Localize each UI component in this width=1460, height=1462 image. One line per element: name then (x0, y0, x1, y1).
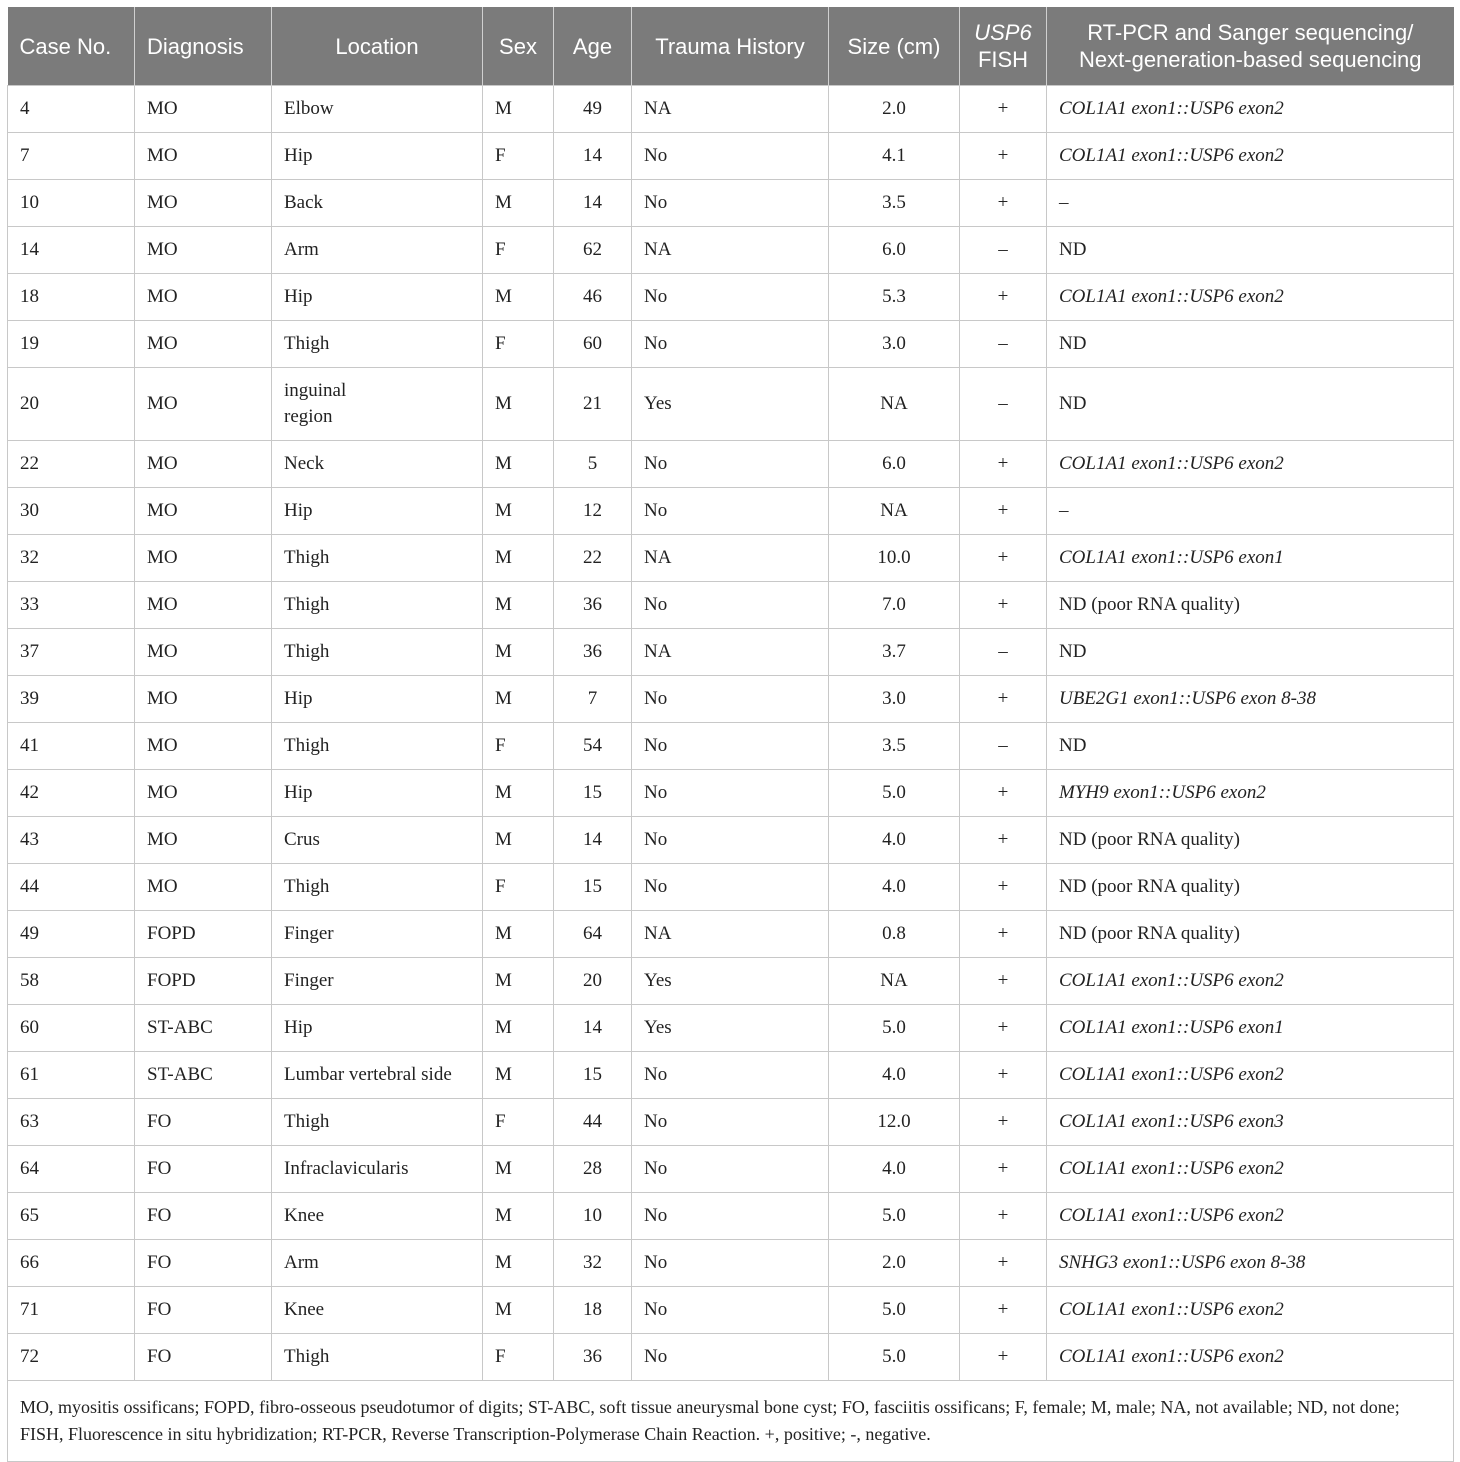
cell-case-no: 42 (8, 770, 135, 817)
cell-location: Hip (272, 676, 483, 723)
header-diagnosis: Diagnosis (135, 7, 272, 86)
cell-sex: M (483, 1146, 554, 1193)
cell-case-no: 43 (8, 817, 135, 864)
cell-age: 15 (554, 770, 632, 817)
cell-sequencing: COL1A1 exon1::USP6 exon2 (1047, 274, 1454, 321)
cell-case-no: 65 (8, 1193, 135, 1240)
cell-age: 46 (554, 274, 632, 321)
table-row (8, 1240, 1454, 1287)
table-footnote: MO, myositis ossificans; FOPD, fibro-osseous pseudotumor of digits; ST-ABC, soft tissue aneurysmal bone cyst; FO, fasciitis ossificans; F, female; M, male; NA, not available; ND, not done; FISH, Fluorescence in situ hybridization; RT-PCR, Reverse Transcription-Polymerase Chain Reaction. +, positive; -, negative. (8, 1381, 1454, 1462)
header-sequencing-line1: RT-PCR and Sanger sequencing/ (1087, 20, 1414, 45)
cell-case-no: 66 (8, 1240, 135, 1287)
header-fish-gene: USP6 (974, 20, 1032, 45)
cell-location: Back (272, 180, 483, 227)
cell-age: 22 (554, 535, 632, 582)
cell-age: 12 (554, 488, 632, 535)
cell-usp6-fish: + (960, 488, 1047, 535)
cell-sex: M (483, 817, 554, 864)
cell-age: 60 (554, 321, 632, 368)
cell-size: 4.0 (829, 817, 960, 864)
cell-sex: M (483, 441, 554, 488)
cell-trauma-history: Yes (632, 958, 829, 1005)
cell-diagnosis: FOPD (135, 958, 272, 1005)
cell-sex: M (483, 629, 554, 676)
cell-sequencing: – (1047, 488, 1454, 535)
cell-size: 3.0 (829, 676, 960, 723)
cell-diagnosis: MO (135, 227, 272, 274)
cell-location: Thigh (272, 1099, 483, 1146)
cell-sequencing: COL1A1 exon1::USP6 exon2 (1047, 1334, 1454, 1381)
table-row (8, 1052, 1454, 1099)
cell-sex: F (483, 1334, 554, 1381)
cell-sequencing: COL1A1 exon1::USP6 exon2 (1047, 1193, 1454, 1240)
cell-sex: M (483, 488, 554, 535)
cell-sequencing: COL1A1 exon1::USP6 exon1 (1047, 535, 1454, 582)
cell-sex: M (483, 1005, 554, 1052)
table-row (8, 1146, 1454, 1193)
cell-case-no: 4 (8, 86, 135, 133)
cell-trauma-history: No (632, 676, 829, 723)
cell-age: 15 (554, 1052, 632, 1099)
cell-sex: M (483, 274, 554, 321)
cell-sequencing: MYH9 exon1::USP6 exon2 (1047, 770, 1454, 817)
cell-usp6-fish: + (960, 958, 1047, 1005)
cell-location: Knee (272, 1287, 483, 1334)
cell-location: Lumbar vertebral side (272, 1052, 483, 1099)
cell-sequencing: ND (poor RNA quality) (1047, 817, 1454, 864)
cell-sequencing: ND (1047, 368, 1454, 441)
cell-trauma-history: No (632, 1193, 829, 1240)
cell-size: 5.0 (829, 1334, 960, 1381)
cell-usp6-fish: + (960, 1005, 1047, 1052)
cell-case-no: 64 (8, 1146, 135, 1193)
cell-diagnosis: ST-ABC (135, 1052, 272, 1099)
cell-size: NA (829, 368, 960, 441)
cell-diagnosis: FO (135, 1193, 272, 1240)
cell-size: 12.0 (829, 1099, 960, 1146)
cell-usp6-fish: + (960, 1146, 1047, 1193)
cell-usp6-fish: + (960, 1052, 1047, 1099)
cell-case-no: 32 (8, 535, 135, 582)
cell-trauma-history: No (632, 817, 829, 864)
cell-age: 14 (554, 133, 632, 180)
cell-case-no: 60 (8, 1005, 135, 1052)
cell-sex: M (483, 180, 554, 227)
cell-trauma-history: No (632, 582, 829, 629)
cell-case-no: 37 (8, 629, 135, 676)
cell-usp6-fish: + (960, 1287, 1047, 1334)
cell-trauma-history: NA (632, 629, 829, 676)
cell-usp6-fish: + (960, 864, 1047, 911)
table-row (8, 1334, 1454, 1381)
cell-case-no: 72 (8, 1334, 135, 1381)
cell-trauma-history: No (632, 1240, 829, 1287)
cell-usp6-fish: – (960, 629, 1047, 676)
cell-size: 5.3 (829, 274, 960, 321)
cell-usp6-fish: + (960, 180, 1047, 227)
cell-usp6-fish: + (960, 133, 1047, 180)
cell-trauma-history: No (632, 1334, 829, 1381)
cell-diagnosis: FO (135, 1240, 272, 1287)
cell-diagnosis: MO (135, 488, 272, 535)
cell-sequencing: COL1A1 exon1::USP6 exon2 (1047, 1052, 1454, 1099)
table-row (8, 676, 1454, 723)
cell-diagnosis: MO (135, 770, 272, 817)
cell-sex: F (483, 864, 554, 911)
cell-diagnosis: MO (135, 441, 272, 488)
cell-size: 10.0 (829, 535, 960, 582)
cell-usp6-fish: – (960, 723, 1047, 770)
table-row (8, 629, 1454, 676)
table-row (8, 133, 1454, 180)
cell-location: Hip (272, 274, 483, 321)
cell-age: 10 (554, 1193, 632, 1240)
cell-usp6-fish: + (960, 817, 1047, 864)
cell-trauma-history: No (632, 274, 829, 321)
cell-usp6-fish: + (960, 676, 1047, 723)
table-row (8, 817, 1454, 864)
cell-location: Finger (272, 958, 483, 1005)
cell-diagnosis: FO (135, 1334, 272, 1381)
cell-age: 20 (554, 958, 632, 1005)
cell-location: Hip (272, 770, 483, 817)
cell-size: 0.8 (829, 911, 960, 958)
cell-trauma-history: No (632, 723, 829, 770)
cell-size: 5.0 (829, 1287, 960, 1334)
cell-sequencing: COL1A1 exon1::USP6 exon2 (1047, 1287, 1454, 1334)
cell-size: 6.0 (829, 227, 960, 274)
cell-age: 15 (554, 864, 632, 911)
cell-sex: M (483, 958, 554, 1005)
cell-sex: F (483, 133, 554, 180)
header-sequencing (1047, 7, 1454, 86)
table-row (8, 1193, 1454, 1240)
cell-diagnosis: MO (135, 864, 272, 911)
table-row (8, 535, 1454, 582)
cell-location: Hip (272, 133, 483, 180)
cell-location: Thigh (272, 321, 483, 368)
cell-age: 64 (554, 911, 632, 958)
case-table (7, 7, 1454, 1462)
cell-case-no: 58 (8, 958, 135, 1005)
cell-usp6-fish: + (960, 1193, 1047, 1240)
cell-case-no: 41 (8, 723, 135, 770)
cell-size: 3.7 (829, 629, 960, 676)
cell-usp6-fish: + (960, 582, 1047, 629)
cell-age: 36 (554, 1334, 632, 1381)
cell-sequencing: COL1A1 exon1::USP6 exon2 (1047, 958, 1454, 1005)
cell-sequencing: UBE2G1 exon1::USP6 exon 8-38 (1047, 676, 1454, 723)
cell-diagnosis: MO (135, 723, 272, 770)
cell-trauma-history: No (632, 488, 829, 535)
cell-trauma-history: NA (632, 911, 829, 958)
cell-location: Thigh (272, 1334, 483, 1381)
cell-trauma-history: Yes (632, 1005, 829, 1052)
cell-usp6-fish: + (960, 441, 1047, 488)
cell-sequencing: COL1A1 exon1::USP6 exon1 (1047, 1005, 1454, 1052)
cell-case-no: 71 (8, 1287, 135, 1334)
cell-sex: M (483, 535, 554, 582)
header-sequencing-line2: Next-generation-based sequencing (1079, 47, 1422, 72)
cell-age: 54 (554, 723, 632, 770)
cell-case-no: 63 (8, 1099, 135, 1146)
cell-location: Finger (272, 911, 483, 958)
cell-age: 49 (554, 86, 632, 133)
cell-diagnosis: MO (135, 133, 272, 180)
cell-sex: M (483, 1052, 554, 1099)
cell-size: 4.0 (829, 864, 960, 911)
cell-age: 21 (554, 368, 632, 441)
table-row (8, 488, 1454, 535)
cell-size: 2.0 (829, 86, 960, 133)
cell-diagnosis: MO (135, 321, 272, 368)
cell-age: 14 (554, 1005, 632, 1052)
cell-case-no: 33 (8, 582, 135, 629)
cell-usp6-fish: + (960, 1240, 1047, 1287)
cell-usp6-fish: + (960, 535, 1047, 582)
cell-location: Hip (272, 1005, 483, 1052)
cell-case-no: 7 (8, 133, 135, 180)
cell-trauma-history: No (632, 1099, 829, 1146)
cell-trauma-history: No (632, 1146, 829, 1193)
cell-case-no: 39 (8, 676, 135, 723)
cell-location: Elbow (272, 86, 483, 133)
cell-trauma-history: No (632, 1287, 829, 1334)
header-row (8, 7, 1454, 86)
header-fish-label: FISH (977, 47, 1029, 72)
cell-diagnosis: FO (135, 1099, 272, 1146)
cell-size: 6.0 (829, 441, 960, 488)
cell-case-no: 61 (8, 1052, 135, 1099)
table-row (8, 1005, 1454, 1052)
table-row (8, 1099, 1454, 1146)
cell-size: 4.0 (829, 1052, 960, 1099)
cell-trauma-history: No (632, 864, 829, 911)
cell-age: 14 (554, 817, 632, 864)
cell-sex: M (483, 86, 554, 133)
cell-age: 32 (554, 1240, 632, 1287)
cell-sequencing: ND (1047, 321, 1454, 368)
cell-sex: M (483, 582, 554, 629)
cell-case-no: 22 (8, 441, 135, 488)
cell-sequencing: ND (poor RNA quality) (1047, 911, 1454, 958)
cell-location: inguinal region (272, 368, 483, 441)
cell-sex: M (483, 770, 554, 817)
cell-age: 44 (554, 1099, 632, 1146)
table-row (8, 227, 1454, 274)
cell-usp6-fish: + (960, 770, 1047, 817)
cell-diagnosis: MO (135, 676, 272, 723)
cell-diagnosis: FOPD (135, 911, 272, 958)
cell-sequencing: COL1A1 exon1::USP6 exon2 (1047, 441, 1454, 488)
cell-age: 14 (554, 180, 632, 227)
cell-size: 3.5 (829, 180, 960, 227)
cell-age: 28 (554, 1146, 632, 1193)
cell-sex: M (483, 368, 554, 441)
cell-size: 3.0 (829, 321, 960, 368)
cell-age: 36 (554, 582, 632, 629)
cell-location: Arm (272, 227, 483, 274)
cell-sex: M (483, 1287, 554, 1334)
table-row (8, 180, 1454, 227)
header-size: Size (cm) (829, 7, 960, 86)
cell-usp6-fish: + (960, 1099, 1047, 1146)
header-location: Location (272, 7, 483, 86)
table-container (7, 7, 1453, 1462)
cell-case-no: 44 (8, 864, 135, 911)
cell-location: Thigh (272, 723, 483, 770)
cell-trauma-history: No (632, 180, 829, 227)
table-row (8, 1287, 1454, 1334)
table-row (8, 911, 1454, 958)
cell-trauma-history: NA (632, 227, 829, 274)
cell-size: 4.1 (829, 133, 960, 180)
cell-case-no: 49 (8, 911, 135, 958)
cell-diagnosis: MO (135, 86, 272, 133)
cell-age: 36 (554, 629, 632, 676)
cell-location: Thigh (272, 864, 483, 911)
cell-sex: M (483, 1193, 554, 1240)
cell-size: 5.0 (829, 1193, 960, 1240)
table-row (8, 86, 1454, 133)
cell-trauma-history: NA (632, 535, 829, 582)
cell-usp6-fish: + (960, 1334, 1047, 1381)
cell-sequencing: SNHG3 exon1::USP6 exon 8-38 (1047, 1240, 1454, 1287)
cell-diagnosis: MO (135, 368, 272, 441)
cell-location: Arm (272, 1240, 483, 1287)
table-row (8, 582, 1454, 629)
table-row (8, 958, 1454, 1005)
cell-size: 4.0 (829, 1146, 960, 1193)
cell-diagnosis: ST-ABC (135, 1005, 272, 1052)
cell-diagnosis: MO (135, 817, 272, 864)
cell-sex: F (483, 321, 554, 368)
cell-sequencing: COL1A1 exon1::USP6 exon3 (1047, 1099, 1454, 1146)
cell-trauma-history: No (632, 1052, 829, 1099)
cell-sex: F (483, 227, 554, 274)
cell-usp6-fish: – (960, 321, 1047, 368)
cell-location: Thigh (272, 535, 483, 582)
table-row (8, 321, 1454, 368)
cell-trauma-history: NA (632, 86, 829, 133)
cell-usp6-fish: + (960, 911, 1047, 958)
cell-sequencing: COL1A1 exon1::USP6 exon2 (1047, 86, 1454, 133)
cell-trauma-history: No (632, 770, 829, 817)
table-row (8, 441, 1454, 488)
cell-age: 7 (554, 676, 632, 723)
cell-sex: F (483, 723, 554, 770)
cell-sex: M (483, 676, 554, 723)
cell-trauma-history: No (632, 321, 829, 368)
cell-sequencing: COL1A1 exon1::USP6 exon2 (1047, 133, 1454, 180)
cell-sequencing: COL1A1 exon1::USP6 exon2 (1047, 1146, 1454, 1193)
cell-sex: F (483, 1099, 554, 1146)
cell-diagnosis: FO (135, 1146, 272, 1193)
cell-size: 7.0 (829, 582, 960, 629)
header-age: Age (554, 7, 632, 86)
header-case-no: Case No. (8, 7, 135, 86)
cell-trauma-history: No (632, 133, 829, 180)
cell-size: 5.0 (829, 770, 960, 817)
cell-age: 62 (554, 227, 632, 274)
header-sex: Sex (483, 7, 554, 86)
cell-location: Neck (272, 441, 483, 488)
cell-sequencing: ND (poor RNA quality) (1047, 864, 1454, 911)
header-trauma-history: Trauma History (632, 7, 829, 86)
cell-case-no: 14 (8, 227, 135, 274)
table-body (8, 86, 1454, 1381)
cell-diagnosis: MO (135, 274, 272, 321)
cell-diagnosis: MO (135, 180, 272, 227)
cell-case-no: 30 (8, 488, 135, 535)
table-row (8, 770, 1454, 817)
cell-trauma-history: Yes (632, 368, 829, 441)
cell-case-no: 19 (8, 321, 135, 368)
cell-location: Knee (272, 1193, 483, 1240)
cell-sequencing: – (1047, 180, 1454, 227)
cell-case-no: 10 (8, 180, 135, 227)
cell-sequencing: ND (1047, 629, 1454, 676)
cell-diagnosis: MO (135, 535, 272, 582)
cell-case-no: 20 (8, 368, 135, 441)
cell-sex: M (483, 911, 554, 958)
footnote-row (8, 1381, 1454, 1462)
cell-size: 3.5 (829, 723, 960, 770)
header-usp6-fish (960, 7, 1047, 86)
table-row (8, 274, 1454, 321)
cell-usp6-fish: – (960, 227, 1047, 274)
cell-sequencing: ND (1047, 227, 1454, 274)
cell-usp6-fish: + (960, 86, 1047, 133)
cell-location: Infraclavicularis (272, 1146, 483, 1193)
table-row (8, 864, 1454, 911)
cell-location: Thigh (272, 629, 483, 676)
table-row (8, 368, 1454, 441)
cell-size: NA (829, 488, 960, 535)
cell-sequencing: ND (poor RNA quality) (1047, 582, 1454, 629)
cell-size: 2.0 (829, 1240, 960, 1287)
cell-usp6-fish: – (960, 368, 1047, 441)
cell-age: 18 (554, 1287, 632, 1334)
cell-diagnosis: FO (135, 1287, 272, 1334)
cell-usp6-fish: + (960, 274, 1047, 321)
cell-age: 5 (554, 441, 632, 488)
cell-location: Thigh (272, 582, 483, 629)
cell-location: Hip (272, 488, 483, 535)
cell-size: NA (829, 958, 960, 1005)
table-row (8, 723, 1454, 770)
cell-diagnosis: MO (135, 582, 272, 629)
cell-diagnosis: MO (135, 629, 272, 676)
cell-location: Crus (272, 817, 483, 864)
cell-case-no: 18 (8, 274, 135, 321)
cell-size: 5.0 (829, 1005, 960, 1052)
cell-sex: M (483, 1240, 554, 1287)
cell-sequencing: ND (1047, 723, 1454, 770)
cell-trauma-history: No (632, 441, 829, 488)
